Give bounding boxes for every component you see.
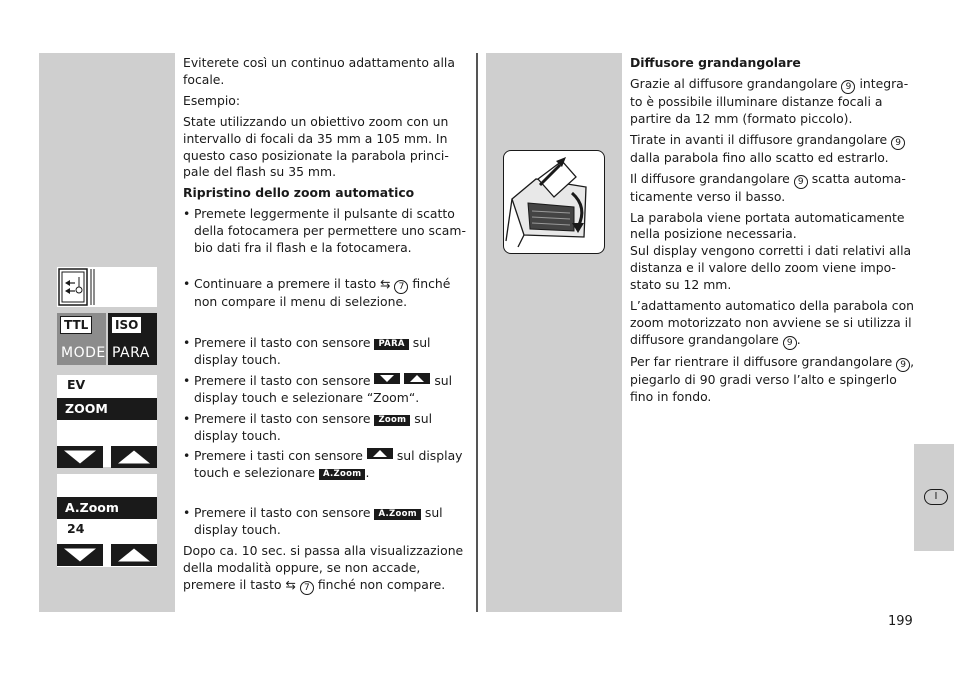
diffuser-ref-9: 9 [841,80,855,94]
para-label: PARA [112,345,150,361]
example-label: Esempio: [183,92,241,108]
middle-sidebar [486,53,622,612]
swap-key-icon: ⇆ [380,276,391,291]
diffuser-paragraph-3: Il diffusore grandangolare 9 scatta automa-ticamente verso il basso. [630,170,906,204]
diffuser-ref-9: 9 [891,136,905,150]
azoom-sensor-chip: A.Zoom [319,469,365,480]
iso-label: ISO [111,316,142,334]
key-7-ref: 7 [394,280,408,294]
diffuser-ref-9: 9 [794,175,808,189]
left-text-column [183,55,468,257]
mode-label: MODE [61,345,106,361]
page-number: 199 [888,614,913,629]
step-6: • Premere i tasti con sensore sul display touch e selezionare A.Zoom . [183,448,468,482]
up-arrow-icon [118,451,150,464]
diffuser-ref-9: 9 [783,336,797,350]
menu-item-ev[interactable]: EV [67,377,86,392]
down-arrow-icon [64,451,96,464]
column-divider [476,53,478,612]
swap-key-icon: ⇆ [285,576,296,592]
diffuser-ref-9: 9 [896,358,910,372]
down-arrow-button-2[interactable] [57,544,103,566]
up-arrow-icon [118,549,150,562]
example-paragraph: State utilizzando un obiettivo zoom con un intervallo di focali da 35 mm a 105 mm. In questo caso posizionate la parabola princi-pale del flash su 35 mm. [183,113,449,180]
steps-3-6-block [183,335,468,482]
step-4: • Premere il tasto con sensore sul display touch e selezionare “Zoom“. [183,373,468,407]
language-tab-label: I [924,489,948,505]
up-arrow-button-2[interactable] [111,544,157,566]
zoom-sensor-chip: Zoom [374,415,410,426]
menu-item-azoom[interactable]: A.Zoom [57,497,157,519]
diffuser-paragraph-2: Tirate in avanti il diffusore grandangolare 9 dalla parabola fino allo scatto ed estrarlo. [630,132,915,167]
ttl-label: TTL [60,316,92,334]
azoom-sensor-chip: A.Zoom [374,509,420,520]
step-2-block [183,276,468,311]
down-arrow-button-1[interactable] [57,446,103,468]
para-sensor-chip: PARA [374,339,408,350]
diffuser-heading: Diffusore grandangolare [630,55,801,70]
down-arrow-icon [64,549,96,562]
menu-item-zoom[interactable]: ZOOM [57,398,157,420]
key-7-ref: 7 [300,581,314,595]
section-heading: Ripristino dello zoom automatico [183,185,415,201]
parabola-key-icon [57,267,157,307]
wide-angle-diffuser-icon [504,151,604,253]
diffuser-paragraph-7: Per far rientrare il diffusore grandangolare 9 , piegarlo di 90 gradi verso l’alto e spingerlo fino in fondo. [630,353,915,404]
up-sensor-icon [367,448,393,459]
right-text-column [630,55,915,406]
step-7: • Premere il tasto con sensore A.Zoom sul display touch. [183,505,468,539]
diffuser-paragraph-6: L’adattamento automatico della parabola con zoom motorizzato non avviene se si utilizza il diffusore grandangolare 9 . [630,298,915,348]
key-icon-panel [57,267,157,307]
step-2: • Continuare a premere il tasto ⇆ 7 finché non compare il menu di selezione. [183,276,468,311]
diffuser-paragraph-4: La parabola viene portata automaticamente nella posizione necessaria. [630,209,905,242]
step-5: • Premere il tasto con sensore Zoom sul display touch. [183,411,468,445]
down-sensor-icon [374,373,400,384]
up-arrow-button-1[interactable] [111,446,157,468]
diffuser-paragraph-5: Sul display vengono corretti i dati relativi alla distanza e il valore dello zoom viene impo-stato su 12 mm. [630,243,912,293]
intro-paragraph: Eviterete così un continuo adattamento alla focale. [183,55,455,87]
up-sensor-icon [404,373,430,384]
ttl-mode-button[interactable] [57,313,106,365]
diffuser-illustration [503,150,605,254]
step-7-block [183,505,468,595]
iso-para-button[interactable] [108,313,157,365]
azoom-value: 24 [67,521,85,536]
step-3: • Premere il tasto con sensore PARA sul display touch. [183,335,468,369]
final-paragraph: Dopo ca. 10 sec. si passa alla visualizzazione della modalità oppure, se non accade, premere il tasto ⇆ 7 finché non compare. [183,542,464,593]
step-1: • Premete leggermente il pulsante di scatto della fotocamera per permettere uno scam-bio dati fra il flash e la fotocamera. [183,206,468,257]
diffuser-paragraph-1: Grazie al diffusore grandangolare 9 integra-to è possibile illuminare distanze focali a partire da 12 mm (formato piccolo). [630,75,909,126]
